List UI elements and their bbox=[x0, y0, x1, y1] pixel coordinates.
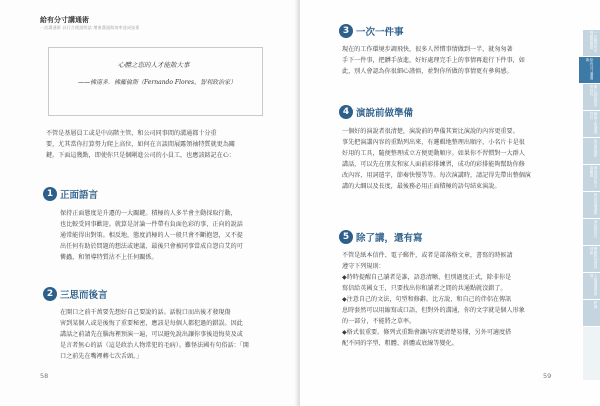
text-line: 講話，可以先在朋友和家人面前彩排練習，成功的彩排能夠幫助你修 bbox=[342, 161, 525, 168]
text-line: 息時套然可以用縮寫或口語，但對外的溝通，你的文字就是個人形象 bbox=[342, 307, 525, 314]
section-heading-5 bbox=[339, 230, 423, 244]
chapter-tab[interactable] bbox=[583, 111, 600, 138]
text-line: 出任何有助於問題的想法或建議，最後只會被同事當成自怨自艾的可 bbox=[60, 243, 243, 250]
chapter-tab[interactable] bbox=[583, 192, 600, 219]
quote-attribution: ——佛南多．佛羅倫斯（Fernando Flores，智利政治家） bbox=[78, 79, 237, 86]
section-title: 一次一件事 bbox=[356, 27, 404, 38]
text-line: 鍵。下面這幾點，即使你只是個剛進公司的小員工，也應該銘記在心： bbox=[46, 152, 235, 159]
text-line: 不管是基層員工或是中高階主管，和公司同事間的溝通都十分重 bbox=[46, 130, 217, 137]
left-page bbox=[0, 0, 297, 406]
text-line: 好用的工具，隨便整理成立方便更動順序。如果你不習慣對一大群人 bbox=[342, 150, 525, 157]
text-line: ◆格式很重要。條列式重點會讓內容更清楚易懂，另外可適度搭 bbox=[342, 329, 512, 336]
text-line: 講話之前請先在腦海裡預演一遍，可以避免說出讓你事後追悔莫及或 bbox=[60, 331, 243, 338]
text-line: ◆注意自己的文法，句型和修辭。比方說，和自己的伴侶在傳訊 bbox=[342, 296, 512, 303]
page-number: 58 bbox=[40, 372, 49, 380]
text-line: 一個好的演說者很清楚，演說前的準備其實比演說的內容更重要。 bbox=[342, 128, 519, 135]
section-heading-1 bbox=[43, 187, 98, 201]
intro-paragraph bbox=[46, 128, 235, 161]
text-line: 也比較受同事歡迎。就算是討論一件帶有負面色彩的事，正向的說話 bbox=[60, 221, 243, 228]
text-line: 不管是紙本信件、電子郵件，或者是部落格文章，書寫的時候請 bbox=[342, 252, 513, 259]
chapter-tab[interactable] bbox=[583, 219, 600, 246]
chapter-tab[interactable] bbox=[583, 138, 600, 165]
running-subtitle: 一次溝通術·以行合理說明話·增進溝通與效率達成技術 bbox=[40, 25, 140, 30]
section-3-body bbox=[342, 44, 525, 77]
text-line: 口之前先在嘴裡轉七次舌頭。」 bbox=[60, 353, 143, 360]
quote-text: 心體之恣的人才能散大事 bbox=[118, 61, 190, 69]
text-line: 改內容，用詞遣字，節奏快慢等等。每次演講時，請記得先帶出整個演 bbox=[342, 172, 531, 179]
text-line: ◆時時提醒自己讀者是誰，語意清晰，但別過度正式，除非你是 bbox=[342, 274, 512, 281]
chapter-tab-strip bbox=[583, 30, 600, 380]
section-title: 除了講，還有寫 bbox=[356, 233, 423, 244]
section-2-body bbox=[60, 307, 249, 362]
chapter-tab-active[interactable] bbox=[579, 57, 600, 84]
text-line: 手下一件事，把髒手放進，好好處理完手上的事情再進行下件事，如 bbox=[342, 57, 525, 64]
text-line: 遵守下列規則： bbox=[342, 263, 385, 270]
section-title: 正面語言 bbox=[60, 190, 99, 201]
section-4-body bbox=[342, 126, 531, 192]
section-number-badge: 3 bbox=[339, 24, 353, 38]
section-number-badge: 4 bbox=[339, 105, 353, 119]
section-number-badge: 5 bbox=[339, 230, 353, 244]
text-line: 是言者無心的話（這是政治人物常犯的毛病）。難怪法國有句俗話：「開 bbox=[60, 342, 249, 349]
text-line: 在開口之前千萬要先想好自己要說的話。話脫口而出後才發現傷 bbox=[60, 309, 231, 316]
text-line: 保持正面態度是升遷的一大關鍵。積極的人多半會主動採取行動， bbox=[60, 210, 237, 217]
text-line: 害到某個人或是後悔了重要秘密，應該是每個人都犯過的錯誤。因此 bbox=[60, 320, 243, 327]
chapter-tab[interactable] bbox=[583, 84, 600, 111]
chapter-tab-label: 職場上的溝通技巧 bbox=[590, 112, 598, 134]
section-number-badge: 2 bbox=[43, 287, 57, 301]
section-heading-4 bbox=[339, 105, 413, 119]
chapter-tab[interactable] bbox=[583, 165, 600, 192]
chapter-tab-label: 附錄 bbox=[594, 301, 598, 309]
text-line: 現在的工作環境步調飛快，很多人習慣事情做到一半，就匆匆著 bbox=[342, 46, 513, 53]
section-5-body bbox=[342, 250, 525, 349]
text-line: 憐蟲，和領導特質沾不上任何關係。 bbox=[60, 254, 158, 261]
text-line: 此，別人會認為你很細心謹慎，並對你所做的事情更有參與感。 bbox=[342, 68, 513, 75]
chapter-tab-label: 人際溝通的原則 bbox=[590, 274, 598, 296]
chapter-tab-label: 關鍵時刻的談判術 bbox=[590, 247, 598, 269]
section-1-body bbox=[60, 208, 243, 263]
chapter-tab[interactable] bbox=[583, 273, 600, 300]
text-line: 寫信給英國女王，只要找出你和讀者之間的共通點就沒錯了。 bbox=[342, 285, 507, 292]
section-heading-3 bbox=[339, 24, 404, 38]
chapter-tab[interactable] bbox=[583, 246, 600, 273]
chapter-tab-label: 演說的技巧 bbox=[594, 220, 598, 238]
chapter-tab-label: 創造良好的人際關係 bbox=[590, 166, 598, 188]
chapter-tab-label: 面試的溝通術 bbox=[594, 193, 598, 215]
running-title: 給有分寸講通術 bbox=[40, 15, 89, 24]
text-line: 的一部分，不能將之草率。 bbox=[342, 318, 416, 325]
section-title: 演說前做準備 bbox=[356, 108, 414, 119]
chapter-tab-label: 說話的藝術 bbox=[594, 139, 598, 157]
chapter-tab-label: 給有分寸溝通術 bbox=[586, 58, 594, 80]
text-line: 講的大綱以及長度，最後務必用正面積極的語句結束演說。 bbox=[342, 183, 501, 190]
right-page bbox=[300, 0, 600, 406]
chapter-tab[interactable] bbox=[583, 30, 600, 57]
page-number: 59 bbox=[543, 372, 552, 380]
section-heading-2 bbox=[43, 287, 108, 301]
text-line: 通常能得出對策。相反地，態度消極的人一般只會不斷抱怨，又不提 bbox=[60, 232, 243, 239]
text-line: 要，尤其當你打算努力爬上高位，如何在言談間展露領袖特質就更為關 bbox=[46, 141, 235, 148]
chapter-tab-label: 開口就說對話的技巧 bbox=[590, 85, 598, 107]
chapter-tab-label: 一次解決所有問題的開頭 bbox=[590, 31, 598, 53]
text-line: 事先把演講內容的重點列出來，有邏輯地整理出順序，小名片卡是很 bbox=[342, 139, 525, 146]
text-line: 配不同的字型、粗體、斜體或底線等變化。 bbox=[342, 340, 458, 347]
chapter-tab[interactable] bbox=[583, 300, 600, 327]
section-number-badge: 1 bbox=[43, 187, 57, 201]
section-title: 三思而後言 bbox=[60, 290, 108, 301]
